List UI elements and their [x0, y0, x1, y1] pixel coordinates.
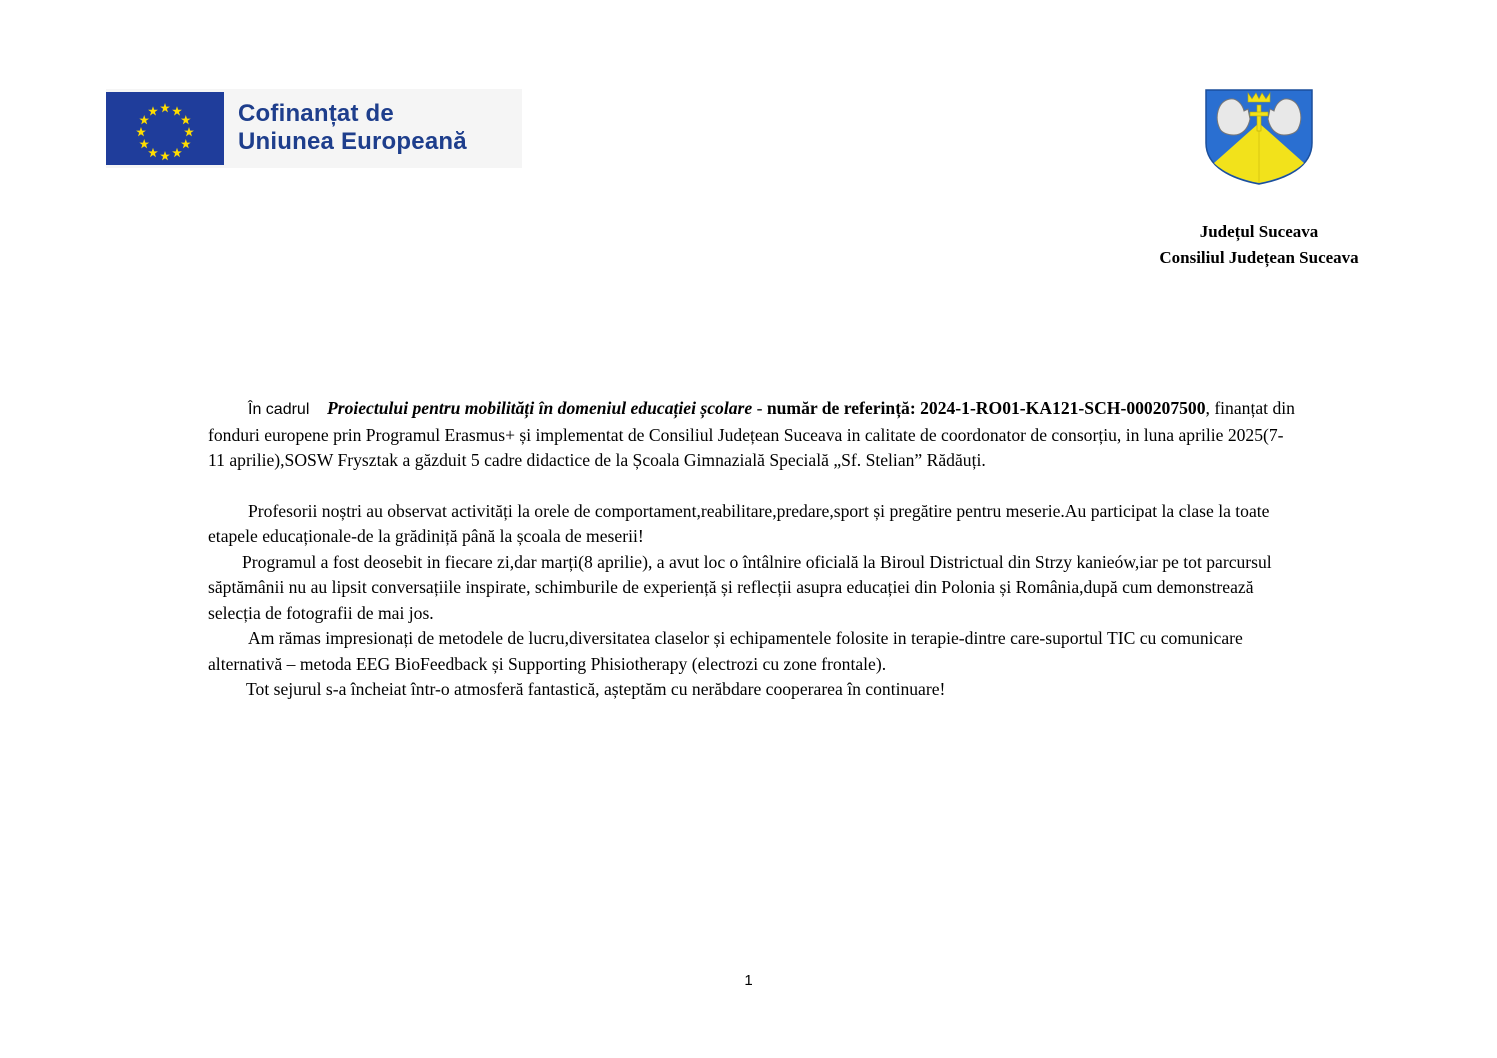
county-name: Județul Suceava [1199, 222, 1319, 241]
paragraph-2: Profesorii noștri au observat activități la orele de comportament,reabilitare,predare,sport și pregătire pentru meserie.Au participat la clase la toate etapele educaționale-de la grădiniță până la școala de meserii! [208, 500, 1270, 546]
eu-logo-text [238, 100, 467, 156]
paragraph-5: Tot sejurul s-a încheiat într-o atmosferă fantastică, așteptăm cu nerăbdare cooperarea în continuare! [246, 679, 946, 699]
eu-stars [136, 103, 194, 160]
reference-number: număr de referință: 2024-1-RO01-KA121-SCH-000207500 [766, 398, 1206, 418]
document-body [208, 396, 1298, 703]
county-council-name: Consiliul Județean Suceava [1159, 248, 1359, 267]
suceava-coat-of-arms-icon [1204, 89, 1314, 185]
eu-flag-icon [106, 92, 224, 165]
intro-text: În cadrul [248, 401, 310, 418]
paragraph-3: Programul a fost deosebit in fiecare zi,dar marți(8 aprilie), a avut loc o întâlnire oficială la Biroul Districtual din Strzy kanieów,iar pe tot parcursul săptămânii nu au lipsit conversațiile inspirate, schimburile de experiență și reflecții asupra educației din Polonia și România,după cum demonstrează selecția de fotografii de mai jos. [208, 551, 1272, 623]
paragraph-1 [208, 396, 1298, 474]
page-number: 1 [744, 972, 753, 989]
paragraph-1-rest: , finanțat din fonduri europene prin Programul Erasmus+ și implementat de Consiliul Județean Suceava in calitate de coordonator de consorțiu, in luna aprilie 2025(7-11 aprilie),SOSW Frysztak a găzduit 5 cadre didactice de la Școala Gimnazială Specială „Sf. Stelian” Rădăuți. [208, 398, 1295, 470]
eu-logo-line1: Cofinanțat de [238, 100, 394, 127]
eu-logo-line2: Uniunea Europeană [238, 128, 467, 155]
eu-cofinancing-logo [106, 89, 522, 168]
paragraph-4: Am rămas impresionați de metodele de lucru,diversitatea claselor și echipamentele folosite in terapie-dintre care-suportul TIC cu comunicare alternativă – metoda EEG BioFeedback și Supporting Phisiotherapy (electrozi cu zone frontale). [208, 628, 1243, 674]
project-title: Proiectului pentru mobilități în domeniul educației școlare [326, 398, 753, 418]
issuer-header [1120, 219, 1398, 271]
title-dash: - [752, 398, 767, 418]
